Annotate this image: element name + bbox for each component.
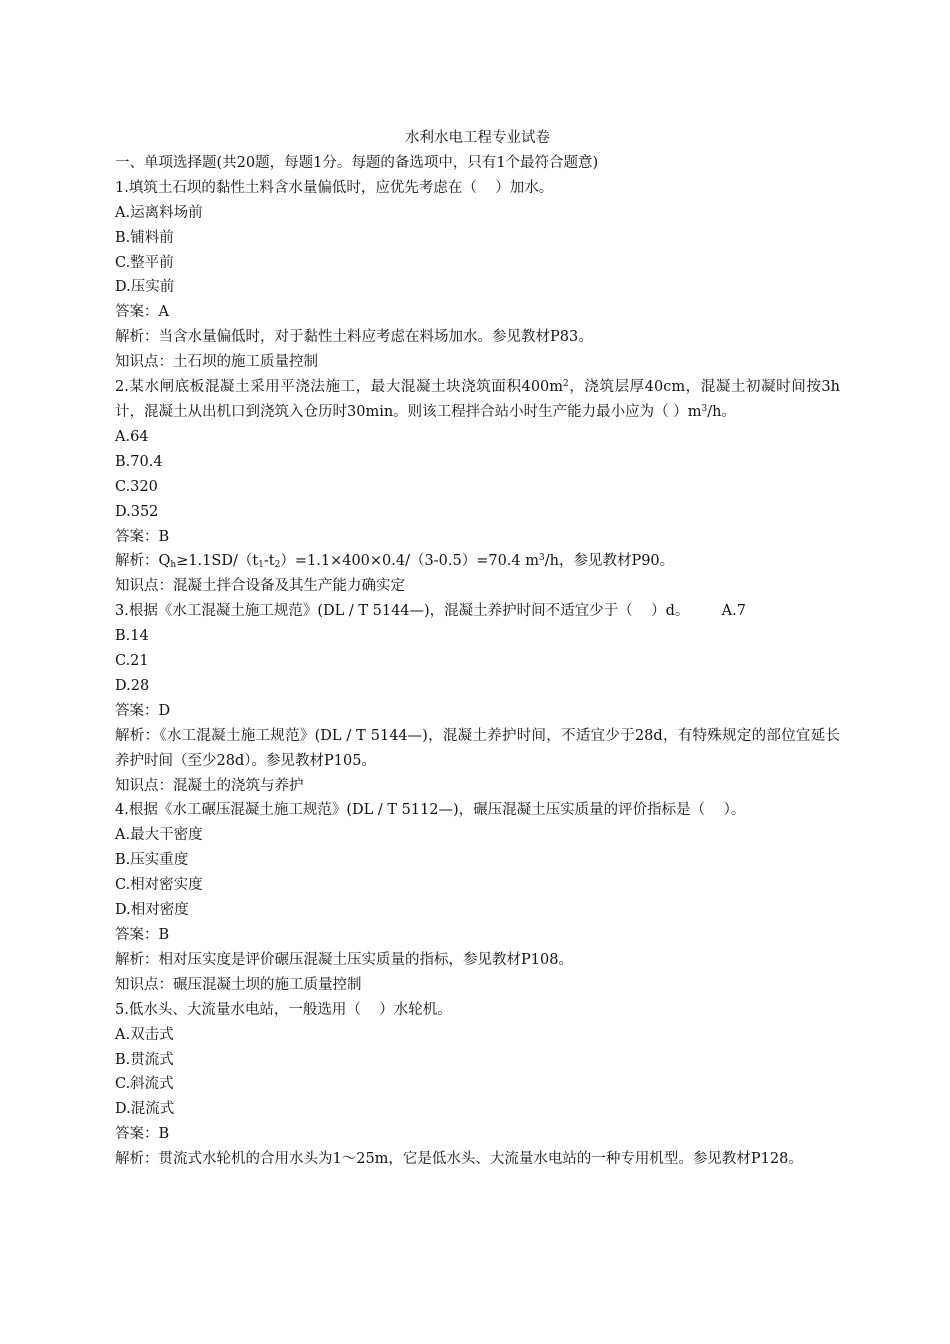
q5-stem: 5.低水头、大流量水电站，一般选用（ ）水轮机。 — [115, 1001, 452, 1018]
q5-answer: 答案：B — [115, 1126, 170, 1143]
section-heading: 一、单项选择题(共20题，每题1分。每题的备选项中，只有1个最符合题意) — [115, 154, 599, 171]
q4-answer: 答案：B — [115, 927, 170, 943]
q3-knowledge: 知识点：混凝土的浇筑与养护 — [115, 777, 304, 794]
page-title: 水利水电工程专业试卷 — [405, 130, 550, 146]
q2-analysis-part-a: 解析：Q — [115, 553, 171, 570]
q2-analysis-sub-1: 1 — [258, 560, 264, 571]
q2-stem — [115, 375, 840, 425]
q1-answer: 答案：A — [115, 304, 169, 321]
q2-stem-sup-2: 2 — [563, 379, 569, 390]
q5-option-c: C.斜流式 — [115, 1076, 174, 1093]
q4-option-a: A.最大干密度 — [115, 827, 203, 844]
q4-option-c: C.相对密实度 — [115, 877, 203, 894]
q1-stem: 1.填筑土石坝的黏性土料含水量偏低时，应优先考虑在（ ）加水。 — [115, 179, 554, 196]
q2-analysis-part-c: -t — [263, 553, 275, 570]
q3-stem-line — [115, 599, 840, 624]
q2-analysis-sub-2: 2 — [274, 560, 281, 571]
q4-option-b: B.压实重度 — [115, 852, 189, 869]
q5-analysis: 解析：贯流式水轮机的合用水头为1～25m，它是低水头、大流量水电站的一种专用机型。参见教材P128。 — [115, 1151, 803, 1168]
q5-option-d: D.混流式 — [115, 1101, 175, 1118]
q4-knowledge: 知识点：碾压混凝土坝的施工质量控制 — [115, 976, 362, 993]
q1-analysis: 解析：当含水量偏低时，对于黏性土料应考虑在料场加水。参见教材P83。 — [115, 329, 593, 346]
q3-stem: 3.根据《水工混凝土施工规范》(DL / T 5144—)，混凝土养护时间不适宜少于（ ）d。 — [115, 603, 690, 620]
q1-option-d: D.压实前 — [115, 279, 175, 296]
q4-option-d: D.相对密度 — [115, 902, 189, 919]
q2-answer: 答案：B — [115, 528, 170, 545]
q1-option-a: A.运离料场前 — [115, 204, 203, 221]
q2-analysis-part-d: ）=1.1×400×0.4/（3-0.5）=70.4 m — [280, 553, 539, 570]
q1-option-b: B.铺料前 — [115, 229, 174, 246]
q2-option-c: C.320 — [115, 478, 158, 495]
q2-stem-part-a: 2.某水闸底板混凝土采用平浇法施工，最大混凝土块浇筑面积400m — [115, 379, 564, 396]
q2-stem-part-c: /h。 — [707, 403, 737, 420]
q5-option-a: A.双击式 — [115, 1026, 174, 1043]
q2-option-b: B.70.4 — [115, 453, 163, 470]
q2-analysis-part-e: /h，参见教材P90。 — [544, 553, 675, 570]
q2-option-a: A.64 — [115, 428, 149, 445]
q4-stem: 4.根据《水工碾压混凝土施工规范》(DL / T 5112—)，碾压混凝土压实质量的评价指标是（ ）。 — [115, 802, 746, 819]
q2-option-d: D.352 — [115, 503, 159, 520]
q2-analysis — [115, 549, 840, 574]
q2-analysis-part-b: ≥1.1SD/（t — [176, 553, 259, 570]
document-page — [115, 126, 840, 1172]
q4-analysis: 解析：相对压实度是评价碾压混凝土压实质量的指标，参见教材P108。 — [115, 951, 573, 968]
q2-analysis-sub-h: h — [170, 560, 177, 571]
q2-stem-sup-3: 3 — [701, 403, 708, 414]
q5-option-b: B.贯流式 — [115, 1051, 174, 1068]
q3-option-b: B.14 — [115, 628, 149, 645]
q2-stem-part-b: ，浇筑层厚40cm，混凝土初凝时间按3h计，混凝土从出机口到浇筑入仓历时30min。则该工程拌合站小时生产能力最小应为（ ）m — [115, 379, 840, 420]
q3-answer: 答案：D — [115, 702, 171, 719]
q3-analysis: 解析：《水工混凝土施工规范》(DL / T 5144—)，混凝土养护时间，不适宜少于28d，有特殊规定的部位宜延长养护时间（至少28d）。参见教材P105。 — [115, 727, 840, 769]
q1-option-c: C.整平前 — [115, 254, 174, 271]
q2-analysis-sup-3: 3 — [538, 553, 545, 564]
q3-option-c: C.21 — [115, 653, 149, 670]
q1-knowledge: 知识点：土石坝的施工质量控制 — [115, 354, 318, 371]
q3-option-a: A.7 — [721, 603, 746, 620]
q2-knowledge: 知识点：混凝土拌合设备及其生产能力确实定 — [115, 578, 405, 595]
q3-option-d: D.28 — [115, 677, 150, 694]
